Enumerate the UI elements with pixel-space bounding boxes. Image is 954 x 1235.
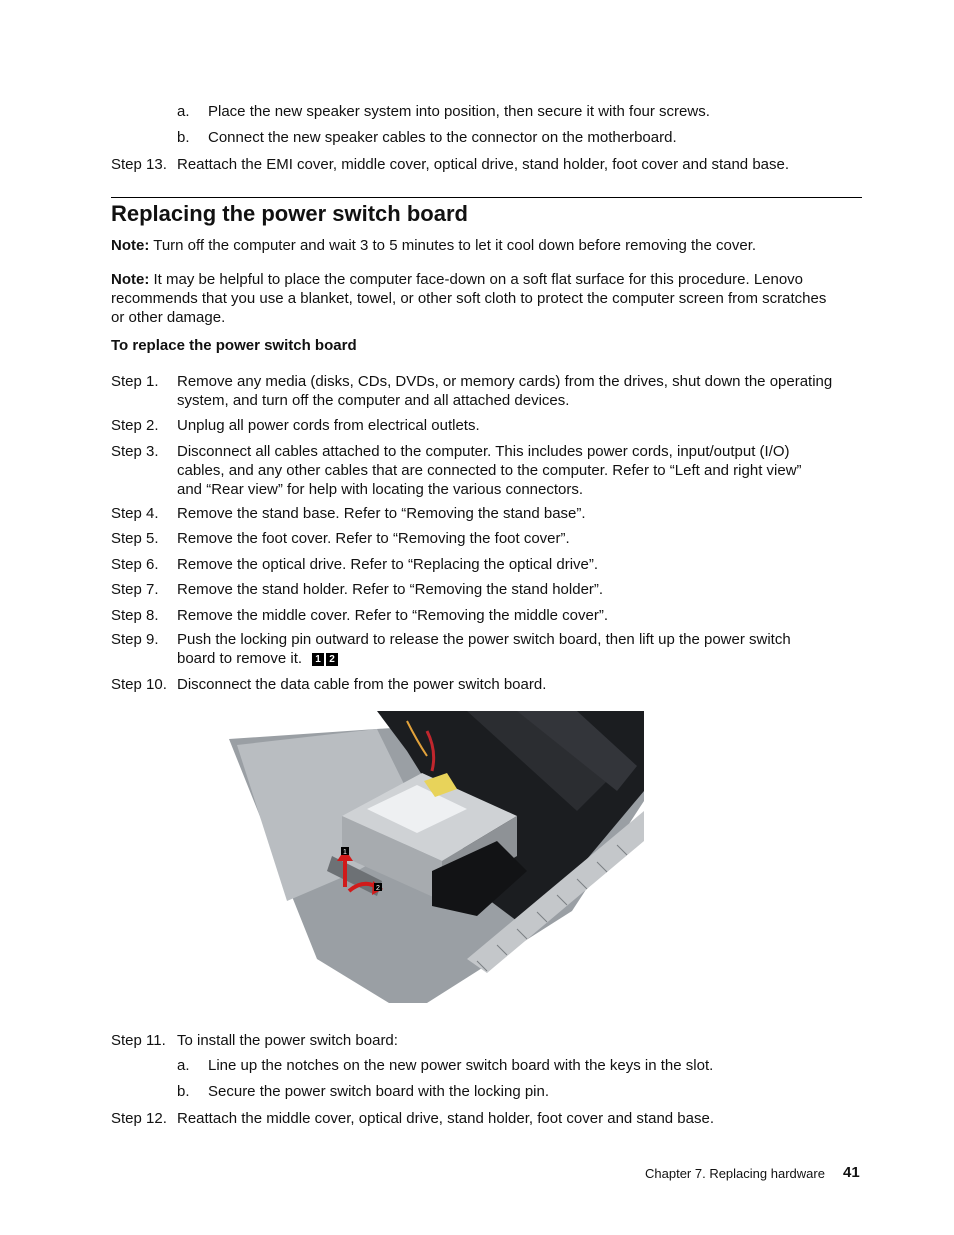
step-text-line (177, 391, 569, 410)
step-text: Remove the middle cover. Refer to “Removing the middle cover”. (177, 607, 609, 624)
step-text-line (177, 416, 480, 435)
note-label: Note: (111, 237, 150, 254)
note-text-line-1: It may be helpful to place the computer face-down on a soft flat surface for this procedure. Lenovo (149, 271, 804, 288)
step-label: Step 2. (111, 417, 159, 434)
step-text: Disconnect all cables attached to the computer. This includes power cords, input/output (I/O) (177, 443, 790, 460)
substep-text: Secure the power switch board with the locking pin. (208, 1083, 550, 1100)
procedure-heading: To replace the power switch board (111, 337, 357, 354)
step-label: Step 1. (111, 373, 159, 390)
step-label: Step 4. (111, 505, 159, 522)
step-text: Remove the stand base. Refer to “Removing the stand base”. (177, 505, 586, 522)
step-label: Step 8. (111, 607, 159, 624)
step-text-line (177, 649, 338, 668)
step-text-line (177, 630, 791, 649)
step-label: Step 13. (111, 156, 167, 173)
section-title: Replacing the power switch board (111, 201, 468, 226)
substep-marker: b. (177, 129, 190, 146)
step-text: Reattach the middle cover, optical drive, stand holder, foot cover and stand base. (177, 1110, 714, 1127)
step-text-line (177, 442, 790, 461)
step-label: Step 9. (111, 631, 159, 648)
step-label: Step 3. (111, 443, 159, 460)
step-text: Remove any media (disks, CDs, DVDs, or memory cards) from the drives, shut down the operating (177, 373, 833, 390)
substep-marker: a. (177, 1057, 190, 1074)
section-divider (111, 197, 862, 198)
step-text-line (177, 461, 802, 480)
step-text: system, and turn off the computer and all attached devices. (177, 392, 570, 409)
substep-text: Connect the new speaker cables to the connector on the motherboard. (208, 129, 677, 146)
step-text-line (177, 580, 603, 599)
photo-callout-2-label: 2 (376, 885, 380, 892)
step-text-line (177, 480, 583, 499)
step-text-line (177, 606, 608, 625)
substep-marker: a. (177, 103, 190, 120)
callout-badge: 1 (312, 653, 324, 666)
note-text-line-2: recommends that you use a blanket, towel, or other soft cloth to protect the computer screen from scratches (111, 290, 827, 307)
step-label: Step 7. (111, 581, 159, 598)
step-text-line (177, 529, 570, 548)
step-text: cables, and any other cables that are connected to the computer. Refer to “Left and right view” (177, 462, 802, 479)
step-text-line (177, 372, 832, 391)
step-text-line (177, 555, 598, 574)
step-label: Step 11. (111, 1032, 166, 1049)
step-label: Step 12. (111, 1110, 167, 1127)
step-text: Remove the optical drive. Refer to “Replacing the optical drive”. (177, 556, 599, 573)
note-cooldown (111, 236, 756, 255)
step-text: Disconnect the data cable from the power switch board. (177, 676, 547, 693)
note-text: Turn off the computer and wait 3 to 5 minutes to let it cool down before removing the cover. (149, 237, 757, 254)
note-face-down (111, 270, 826, 327)
step-text: Push the locking pin outward to release the power switch board, then lift up the power switch (177, 631, 791, 648)
footer-chapter: Chapter 7. Replacing hardware (645, 1166, 825, 1181)
step-text-line (177, 504, 586, 523)
photo-callout-1-label: 1 (343, 849, 347, 856)
substep-text: Line up the notches on the new power switch board with the keys in the slot. (208, 1057, 714, 1074)
step-text-line (177, 675, 546, 694)
step-text: Remove the stand holder. Refer to “Removing the stand holder”. (177, 581, 604, 598)
step-text: To install the power switch board: (177, 1032, 398, 1049)
step-text: Unplug all power cords from electrical outlets. (177, 417, 480, 434)
power-switch-board-photo (177, 711, 644, 1003)
page-number: 41 (843, 1164, 860, 1181)
substep-marker: b. (177, 1083, 190, 1100)
note-text-line-3: or other damage. (111, 309, 226, 326)
step-text: board to remove it. (177, 650, 303, 667)
step-label: Step 5. (111, 530, 159, 547)
step-text: Remove the foot cover. Refer to “Removing the foot cover”. (177, 530, 570, 547)
step-text: and “Rear view” for help with locating the various connectors. (177, 481, 584, 498)
step-label: Step 10. (111, 676, 167, 693)
note-label: Note: (111, 271, 150, 288)
callout-badge: 2 (326, 653, 338, 666)
substep-text: Place the new speaker system into position, then secure it with four screws. (208, 103, 710, 120)
step-text: Reattach the EMI cover, middle cover, optical drive, stand holder, foot cover and stand base. (177, 156, 790, 173)
step-label: Step 6. (111, 556, 159, 573)
